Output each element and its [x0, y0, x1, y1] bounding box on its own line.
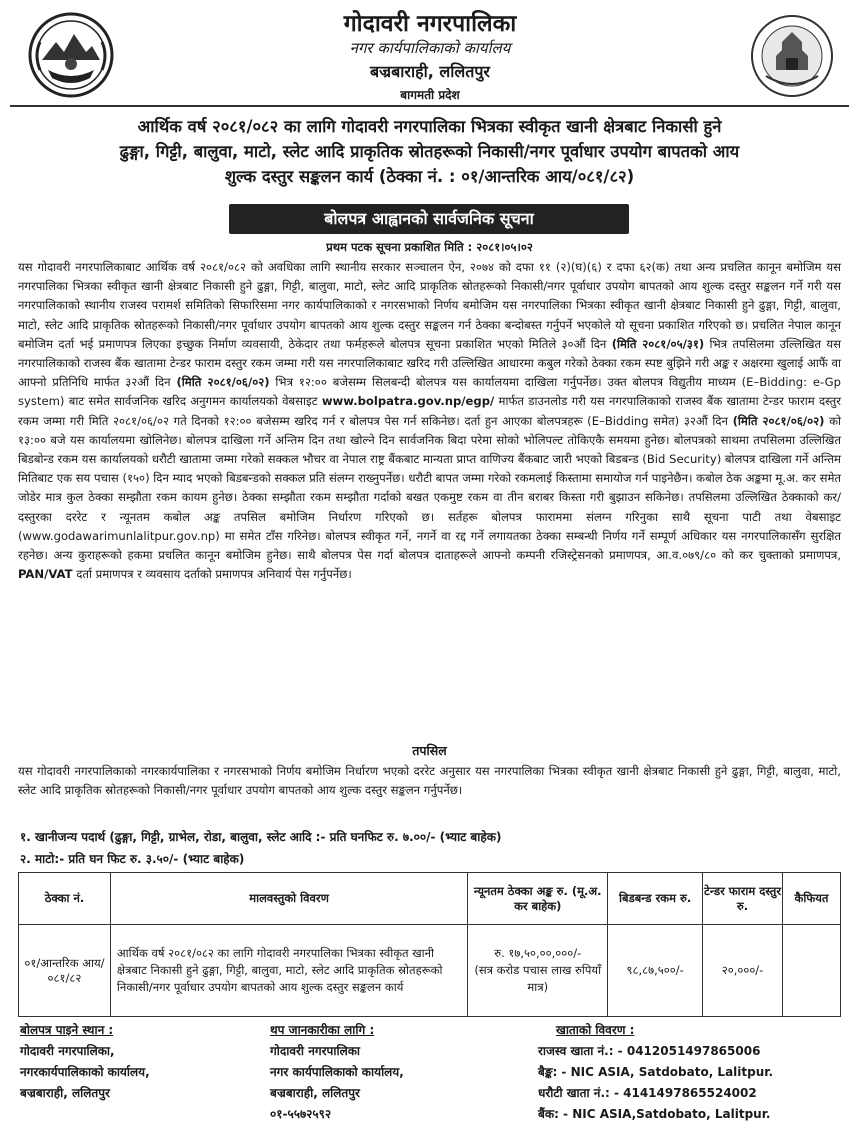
tapasil-text: यस गोदावरी नगरपालिकाको नगरकार्यपालिका र नगरसभाको निर्णय बमोजिम निर्धारण भएको दररेट अनुसार यस नगरपालिका भित्रका स्वीकृत खानी क्षेत्रबाट निकासी हुने ढुङ्गा, गिट्टी, बालुवा, माटो, स्लेट आदि प्राकृतिक स्रोतहरूको निकासी/नगर पूर्वाधार उपयोग बापतको आय शुल्क दस्तुर सङ्कलन गर्नुपर्नेछ।: [18, 764, 841, 798]
province-name: बागमती प्रदेश: [400, 88, 460, 102]
tapasil-heading: तपसिल: [412, 743, 447, 758]
col-contract-no: ठेक्का नं.: [19, 873, 111, 925]
footer: [18, 1020, 841, 1138]
notice-title: [20, 114, 839, 189]
col-remarks: कैफियत: [783, 873, 841, 925]
contact-line: नगर कार्यपालिकाको कार्यालय,: [270, 1065, 404, 1079]
municipality-name: गोदावरी नगरपालिका: [343, 10, 517, 37]
col-tender-fee: टेन्डर फाराम दस्तुर रु.: [703, 873, 783, 925]
body-part: भित्र १२:०० बजेसम्म सिलबन्दी बोलपत्र यस कार्यालयमा दाखिला गर्नुपर्नेछ। उक्त बोलपत्र विद्युतीय माध्यम (E–Bidding: e-Gp system) बाट समेत सार्वजनिक खरिद अनुगमन कार्यालयको वेबसाइट: [18, 375, 841, 409]
header-divider: [10, 105, 849, 107]
office-name: नगर कार्यपालिकाको कार्यालय: [349, 39, 511, 57]
min-amount-words: (सत्र करोड पचास लाख रुपियाँ मात्र): [474, 963, 602, 994]
footer-account: [538, 1020, 838, 1125]
min-amount-figure: रु. १७,५०,००,०००/-: [494, 946, 582, 960]
body-part: दर्ता प्रमाणपत्र र व्यवसाय दर्ताको प्रमाणपत्र अनिवार्य पेस गर्नुपर्नेछ।: [72, 567, 352, 582]
opening-date: (मिति २०८१/०६/०२): [732, 413, 825, 428]
pan-vat-label: PAN/VAT: [18, 567, 73, 582]
publication-date: प्रथम पटक सूचना प्रकाशित मिति : २०८१।०५।०२: [326, 240, 533, 254]
bid-location-line: बज्रबाराही, ललितपुर: [20, 1086, 110, 1100]
footer-bid-location: [20, 1020, 260, 1104]
bid-location-line: नगरकार्यपालिकाको कार्यालय,: [20, 1065, 150, 1079]
revenue-account: राजस्व खाता नं.: - 0412051497865006: [538, 1044, 761, 1058]
rate-soil: २. माटो:- प्रति घन फिट रु. ३.५०/- (भ्याट बाहेक): [20, 852, 245, 866]
bid-location-heading: बोलपत्र पाइने स्थान :: [20, 1023, 114, 1037]
cell-description: आर्थिक वर्ष २०८१/०८२ का लागि गोदावरी नगरपालिका भित्रका स्वीकृत खानी क्षेत्रबाट निकासी हुने ढुङ्गा, गिट्टी, बालुवा, माटो, स्लेट आदि प्राकृतिक स्रोतहरूको निकासी/नगर पूर्वाधार उपयोग बापतको आय शुल्क दस्तुर सङ्कलन कार्य: [110, 925, 467, 1017]
body-part: को १३:०० बजे यस कार्यालयमा खोलिनेछ। बोलपत्र दाखिला गर्ने अन्तिम दिन तथा खोल्ने दिन सार्वजनिक बिदा परेमा सोको भोलिपल्ट तोकिएकै समयमा हुनेछ। बोलपत्रको साथमा तपसिलमा उल्लिखित बिडबोन्ड रकम यस कार्यालयको धरौटी खातामा जम्मा गरेको सक्कल भौचर वा नेपाल राष्ट्र बैंकबाट मान्यता प्राप्त वाणिज्य बैंकबाट जारी भएको बिडबन्ड (Bid Security) बोलपत्र दाखिला गर्ने अन्तिम मितिबाट एक सय पचास (१५०) दिन म्याद भएको बिडबन्डको सक्कल प्रति संलग्न राख्नुपर्नेछ। धरौटी बापत जम्मा गरेको रकमलाई किस्तामा समायोज गर्न पाइनेछैन। कबोल ठेक अङ्कमा मू.अ. कर समेत जोडेर मात्र कुल ठेक्का सम्झौता रकम कायम हुनेछ। ठेक्का सम्झौता रकम सम्झौता गर्दाको बखत एकमुष्ट रकम वा तीन बराबर किस्ता गरी बुझाउन सकिनेछ। तपसिलमा उल्लिखित ठेक्काको कर/दस्तुरका दररेट र न्यूनतम कबोल अङ्क तपसिल बमोजिम निर्धारण गरिएको छ। सर्तहरू बोलपत्र फाराममा संलग्न गरिनुका साथै सूचना पाटी तथा वेबसाइट (www.godawarimunlalitpur.gov.np) मा समेत टाँस गरिनेछ। बोलपत्र स्वीकृत गर्ने, नगर्ने वा रद्द गर्ने लगायतका ठेक्का सम्बन्धी निर्णय गर्ने सम्पूर्ण अधिकार यस नगरपालिकासँग सुरक्षित रहनेछ। अन्य कुराहरूको हकमा प्रचलित कानून बमोजिम हुनेछ। साथै बोलपत्र पेस गर्दा बोलपत्र दाताहरूले आफ्नो कम्पनी रजिस्ट्रेसनको प्रमाणपत्र, आ.व.०७९/८० को कर चुक्ताको प्रमाणपत्र,: [18, 413, 842, 563]
table-header-row: [19, 873, 841, 925]
title-line-2: ढुङ्गा, गिट्टी, बालुवा, माटो, स्लेट आदि प्राकृतिक स्रोतहरूको निकासी/नगर पूर्वाधार उपयोग बापतको आय: [119, 142, 740, 161]
contact-phone: ०१-५५७२५९२: [270, 1107, 332, 1121]
body-part: यस गोदावरी नगरपालिकाबाट आर्थिक वर्ष २०८१/०८२ को अवधिका लागि स्थानीय सरकार सञ्चालन ऐन, २०७४ को दफा ११ (२)(घ)(६) र दफा ६२(क) तथा अन्य प्रचलित कानून बमोजिम यस नगरपालिका भित्रका स्वीकृत खानी क्षेत्रबाट निकासी हुने ढुङ्गा, गिट्टी, बालुवा, माटो, स्लेट आदि प्राकृतिक स्रोतहरूको निकासी/नगर पूर्वाधार उपयोग बापतको आय शुल्क दस्तुर सङ्कलन गर्ने गरी यस नगरपालिकाको स्थानीय राजस्व परामर्श समितिको सिफारिसमा नगर कार्यपालिकाको र नगरसभाको निर्णय बमोजिम यस नगरपालिका भित्रका स्वीकृत खानी क्षेत्रबाट निकासी हुने ढुङ्गा, गिट्टी, बालुवा, माटो, स्लेट आदि प्राकृतिक स्रोतहरूको निकासी/नगर पूर्वाधार उपयोग बापतको आय शुल्क दस्तुर सङ्कलन गर्न ठेक्का बन्दोबस्त गर्नुपर्ने भएकोले यो सूचना प्रकाशित गरिएको छ। प्रचलित नेपाल कानून बमोजिम दर्ता भई प्रमाणपत्र लिएका इच्छुक निर्माण व्यवसायी, ठेकेदार तथा फर्महरूले बोलपत्र सूचना प्रकाशित भएको मितिले ३०औं दिन: [18, 260, 841, 351]
contact-line: गोदावरी नगरपालिका: [270, 1044, 361, 1058]
revenue-bank: बैङ्क: - NIC ASIA, Satdobato, Lalitpur.: [538, 1065, 774, 1079]
notice-banner: बोलपत्र आह्वानको सार्वजनिक सूचना: [229, 204, 629, 234]
municipality-logo-icon: [750, 14, 834, 98]
cell-contract-no: ०१/आन्तरिक आय/०८१/८२: [19, 925, 111, 1017]
title-line-3: शुल्क दस्तुर सङ्कलन कार्य (ठेक्का नं. : ०१/आन्तरिक आय/०८१/८२): [224, 167, 635, 186]
contact-line: बज्रबाराही, ललितपुर: [270, 1086, 360, 1100]
footer-contact: [270, 1020, 530, 1125]
contract-table: [18, 872, 841, 1017]
title-line-1: आर्थिक वर्ष २०८१/०८२ का लागि गोदावरी नगरपालिका भित्रका स्वीकृत खानी क्षेत्रबाट निकासी हुने: [137, 117, 722, 136]
deadline-date-2: (मिति २०८१/०६/०२): [176, 375, 270, 390]
cell-remarks: [783, 925, 841, 1017]
bolpatra-link[interactable]: www.bolpatra.gov.np/egp/: [321, 394, 495, 409]
account-heading: खाताको विवरण :: [556, 1023, 635, 1037]
nepal-emblem-icon: [28, 12, 114, 98]
deposit-bank: बैंक: - NIC ASIA,Satdobato, Lalitpur.: [538, 1107, 771, 1121]
rate-mineral: १. खानीजन्य पदार्थ (ढुङ्गा, गिट्टी, ग्राभेल, रोडा, बालुवा, स्लेट आदि :- प्रति घनफिट रु. ७.००/- (भ्याट बाहेक): [20, 830, 502, 844]
notice-body: [18, 258, 841, 584]
office-address: बज्रबाराही, ललितपुर: [370, 62, 490, 81]
bid-location-line: गोदावरी नगरपालिका,: [20, 1044, 115, 1058]
body-part: भित्र तपसिलमा उल्लिखित यस नगरपालिकाको राजस्व बैंक खातामा टेन्डर फाराम दस्तुर रकम जम्मा गरी यस नगरपालिकाबाट खरिद गरी उल्लिखित आधारमा कबुल गरेको ठेक्का रकम स्पष्ट बुझिने गरी अङ्क र अक्षरमा खुलाई आफैं वा आफ्नो प्रतिनिधि मार्फत ३२औं दिन: [18, 336, 841, 390]
col-bid-bond: बिडबन्ड रकम रु.: [608, 873, 703, 925]
col-description: मालवस्तुको विवरण: [110, 873, 467, 925]
col-min-amount: न्यूनतम ठेक्का अङ्क रु. (मू.अ. कर बाहेक): [468, 873, 608, 925]
cell-min-amount: [468, 925, 608, 1017]
table-row: [19, 925, 841, 1017]
cell-bid-bond: ९८,८७,५००/-: [608, 925, 703, 1017]
contact-heading: थप जानकारीका लागि :: [270, 1023, 375, 1037]
deposit-account: धरौटी खाता नं.: - 4141497865524002: [538, 1086, 757, 1100]
header: [10, 6, 849, 104]
deadline-date-1: (मिति २०८१/०५/३१): [611, 336, 705, 351]
cell-tender-fee: २०,०००/-: [703, 925, 783, 1017]
body-part: मार्फत डाउनलोड गरी यस नगरपालिकाको राजस्व बैंक खातामा टेन्डर फाराम दस्तुर रकम जम्मा गरी मिति २०८१/०६/०२ गते दिनको १२:०० बजेसम्म खरिद गर्न र बोलपत्र पेस गर्न सकिनेछ। दर्ता हुन आएका बोलपत्रहरू (E–Bidding समेत) ३२औं दिन: [18, 394, 841, 428]
